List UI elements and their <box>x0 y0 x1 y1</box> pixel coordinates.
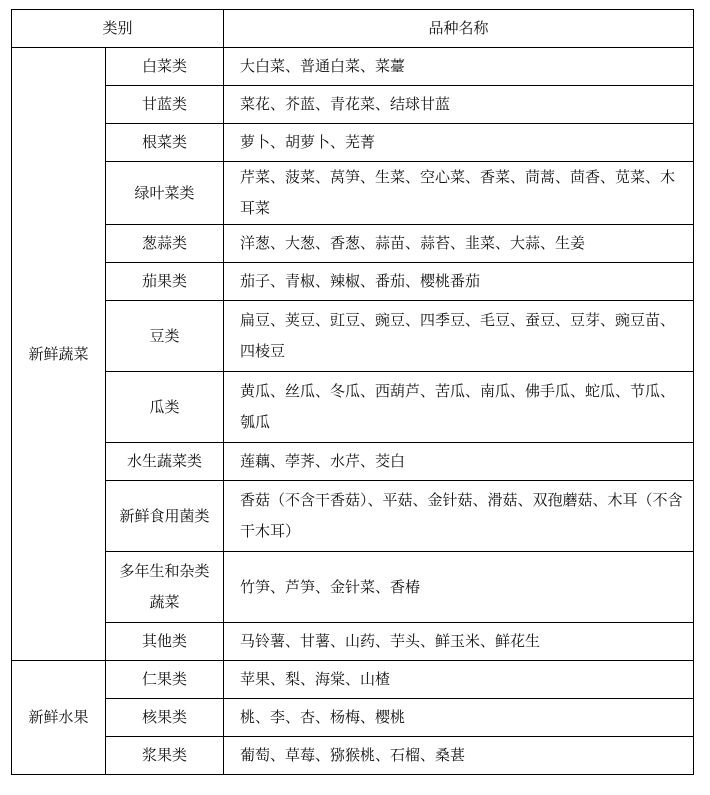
varieties-cell: 芹菜、菠菜、莴笋、生菜、空心菜、香菜、茼蒿、茴香、苋菜、木耳菜 <box>224 162 694 225</box>
category-cell-fresh-vegetables: 新鲜蔬菜 <box>12 48 106 661</box>
table-row <box>12 661 694 699</box>
table-header-row <box>12 10 694 48</box>
varieties-cell: 莲藕、荸荠、水芹、茭白 <box>224 443 694 481</box>
table-row <box>12 481 694 552</box>
subcategory-cell: 甘蓝类 <box>106 86 224 124</box>
table-row <box>12 124 694 162</box>
varieties-cell: 葡萄、草莓、猕猴桃、石榴、桑葚 <box>224 737 694 775</box>
varieties-cell: 马铃薯、甘薯、山药、芋头、鲜玉米、鲜花生 <box>224 623 694 661</box>
varieties-cell: 菜花、芥蓝、青花菜、结球甘蓝 <box>224 86 694 124</box>
subcategory-cell: 新鲜食用菌类 <box>106 481 224 552</box>
table-row <box>12 552 694 623</box>
table-row <box>12 263 694 301</box>
table-row <box>12 623 694 661</box>
table-row <box>12 443 694 481</box>
subcategory-cell: 水生蔬菜类 <box>106 443 224 481</box>
table-row <box>12 737 694 775</box>
varieties-cell: 大白菜、普通白菜、菜薹 <box>224 48 694 86</box>
varieties-cell: 竹笋、芦笋、金针菜、香椿 <box>224 552 694 623</box>
table-row <box>12 372 694 443</box>
subcategory-cell: 仁果类 <box>106 661 224 699</box>
varieties-cell: 洋葱、大葱、香葱、蒜苗、蒜苔、韭菜、大蒜、生姜 <box>224 225 694 263</box>
subcategory-cell: 根菜类 <box>106 124 224 162</box>
subcategory-cell: 多年生和杂类蔬菜 <box>106 552 224 623</box>
subcategory-cell: 豆类 <box>106 301 224 372</box>
varieties-cell: 黄瓜、丝瓜、冬瓜、西葫芦、苦瓜、南瓜、佛手瓜、蛇瓜、节瓜、瓠瓜 <box>224 372 694 443</box>
subcategory-cell: 浆果类 <box>106 737 224 775</box>
varieties-cell: 萝卜、胡萝卜、芜菁 <box>224 124 694 162</box>
varieties-cell: 桃、李、杏、杨梅、樱桃 <box>224 699 694 737</box>
variety-header: 品种名称 <box>224 10 694 48</box>
category-cell-fresh-fruits: 新鲜水果 <box>12 661 106 775</box>
category-header: 类别 <box>12 10 224 48</box>
subcategory-cell: 绿叶菜类 <box>106 162 224 225</box>
varieties-cell: 茄子、青椒、辣椒、番茄、樱桃番茄 <box>224 263 694 301</box>
table-row <box>12 48 694 86</box>
subcategory-cell: 瓜类 <box>106 372 224 443</box>
varieties-cell: 香菇（不含干香菇）、平菇、金针菇、滑菇、双孢蘑菇、木耳（不含干木耳） <box>224 481 694 552</box>
table-row <box>12 699 694 737</box>
subcategory-cell: 葱蒜类 <box>106 225 224 263</box>
produce-variety-table <box>11 9 694 775</box>
varieties-cell: 苹果、梨、海棠、山楂 <box>224 661 694 699</box>
subcategory-cell: 茄果类 <box>106 263 224 301</box>
table-row <box>12 162 694 225</box>
subcategory-cell: 白菜类 <box>106 48 224 86</box>
varieties-cell: 扁豆、荚豆、豇豆、豌豆、四季豆、毛豆、蚕豆、豆芽、豌豆苗、四棱豆 <box>224 301 694 372</box>
subcategory-cell: 核果类 <box>106 699 224 737</box>
subcategory-cell: 其他类 <box>106 623 224 661</box>
table-row <box>12 86 694 124</box>
table-row <box>12 301 694 372</box>
table-row <box>12 225 694 263</box>
